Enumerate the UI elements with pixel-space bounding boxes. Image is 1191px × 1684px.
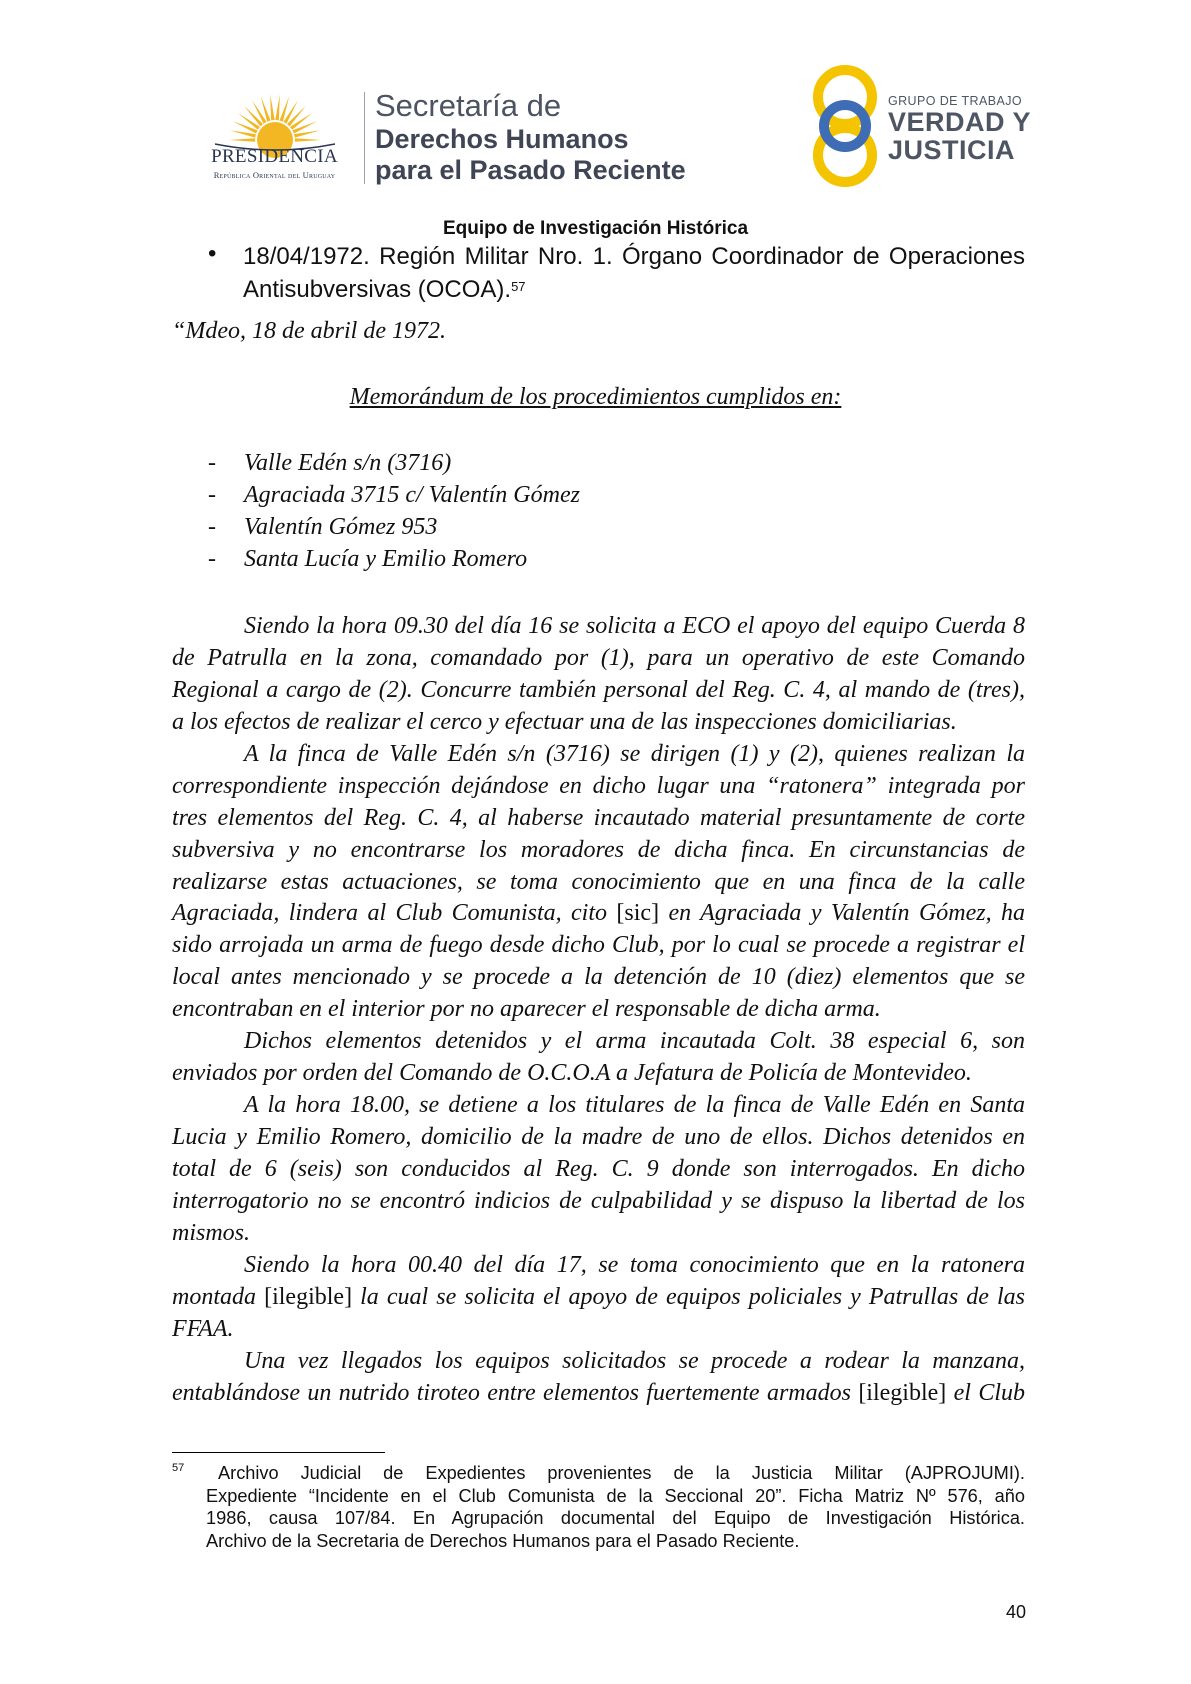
memo-date: “Mdeo, 18 de abril de 1972. — [172, 318, 446, 344]
text-line: a los efectos de realizar el cerco y efectuar una de las inspecciones domiciliarias. — [172, 708, 957, 735]
text-line: de Patrulla en la zona, comandado por (1), para un operativo de este Comando — [172, 644, 1025, 671]
footnote-number: 57 — [172, 1462, 185, 1474]
sun-ray — [283, 100, 298, 123]
list-dash: - — [208, 546, 216, 572]
footnote-separator — [172, 1452, 385, 1453]
footnote-line: Archivo Judicial de Expedientes provenientes de la Justicia Militar (AJPROJUMI). — [218, 1463, 1025, 1483]
entry-heading-line1: 18/04/1972. Región Militar Nro. 1. Órgano Coordinador de Operaciones — [243, 243, 1025, 270]
list-dash: - — [208, 482, 216, 508]
text-line: Siendo la hora 09.30 del día 16 se solicita a ECO el apoyo del equipo Cuerda 8 — [244, 613, 1025, 639]
header-divider — [364, 92, 365, 184]
footnote-text — [206, 1462, 1025, 1552]
text-line: tres elementos del Reg. C. 4, al haberse incautado material presuntamente de corte — [172, 804, 1025, 831]
secretaria-line2: Derechos Humanos — [375, 124, 629, 154]
team-title: Equipo de Investigación Histórica — [442, 218, 749, 239]
entry-heading-line2: Antisubversivas (OCOA). — [243, 276, 512, 303]
sun-ray — [229, 138, 255, 142]
sun-ray — [295, 138, 321, 142]
footnote-reference[interactable]: 57 — [511, 279, 526, 294]
text-line: enviados por orden del Comando de O.C.O.A a Jefatura de Policía de Montevideo. — [172, 1059, 972, 1086]
list-item: Valle Edén s/n (3716) — [244, 450, 452, 476]
paragraph-3 — [172, 1026, 1025, 1090]
secretaria-line1: Secretaría de — [375, 88, 562, 123]
text-line: A la finca de Valle Edén s/n (3716) se dirigen (1) y (2), quienes realizan la — [244, 741, 1025, 767]
sun-ray — [294, 130, 320, 137]
text-segment: Agraciada, lindera al Club Comunista, cito — [172, 900, 617, 927]
sic-note: [sic] — [616, 900, 660, 927]
list-item: Santa Lucía y Emilio Romero — [244, 546, 528, 572]
text-line — [172, 898, 1025, 930]
text-line: total de 6 (seis) son conducidos al Reg. C. 9 donde son interrogados. En dicho — [172, 1155, 1025, 1182]
text-line: Dichos elementos detenidos y el arma incautada Colt. 38 especial 6, son — [244, 1028, 1025, 1054]
text-segment: el Club — [946, 1379, 1025, 1406]
paragraph-2 — [172, 739, 1025, 1026]
verdad-justicia-wordmark — [888, 94, 1031, 164]
text-segment: en Agraciada y Valentín Gómez, ha — [659, 900, 1025, 927]
illegible-note: [ilegible] — [264, 1283, 353, 1310]
footnote-line: 1986, causa 107/84. En Agrupación documental del Equipo de Investigación Histórica. — [206, 1508, 1025, 1528]
paragraph-1 — [172, 611, 1025, 739]
text-line: Lucia y Emilio Romero, domicilio de la madre de uno de ellos. Dichos detenidos en — [172, 1123, 1025, 1150]
page-number: 40 — [1006, 1602, 1027, 1622]
list-dash: - — [208, 514, 216, 540]
list-item: Valentín Gómez 953 — [244, 514, 438, 540]
gtvj-line1: GRUPO DE TRABAJO — [888, 94, 1022, 108]
verdad-justicia-rings-logo — [810, 62, 880, 190]
memo-title: Memorándum de los procedimientos cumplidos en: — [349, 384, 842, 410]
sun-ray — [270, 94, 275, 120]
sun-ray — [275, 94, 280, 120]
presidencia-subtitle: República Oriental del Uruguay — [213, 170, 336, 180]
text-line: Una vez llegados los equipos solicitados se procede a rodear la manzana, — [244, 1348, 1025, 1374]
text-line: sido arrojada un arma de fuego desde dicho Club, por lo cual se procede a registrar el — [172, 932, 1025, 959]
sun-ray — [230, 130, 256, 137]
gtvj-line3: JUSTICIA — [888, 135, 1016, 165]
list-dash: - — [208, 450, 216, 476]
text-segment: entablándose un nutrido tiroteo entre elementos fuertemente armados — [172, 1379, 859, 1406]
text-line: realizarse estas actuaciones, se toma conocimiento que en una finca de la calle — [172, 868, 1025, 895]
secretaria-line3: para el Pasado Reciente — [375, 155, 686, 185]
text-line — [172, 1282, 1025, 1314]
text-line: A la hora 18.00, se detiene a los titulares de la finca de Valle Edén en Santa — [244, 1092, 1025, 1118]
list-item: Agraciada 3715 c/ Valentín Gómez — [244, 482, 580, 508]
text-line: Regional a cargo de (2). Concurre también personal del Reg. C. 4, al mando de (tres), — [172, 676, 1025, 703]
footnote-line: Archivo de la Secretaria de Derechos Humanos para el Pasado Reciente. — [206, 1530, 800, 1551]
gtvj-line2: VERDAD Y — [888, 107, 1032, 137]
text-line: correspondiente inspección dejándose en dicho lugar una “ratonera” integrada por — [172, 772, 1025, 799]
document-entry-heading — [243, 240, 1025, 306]
text-line: mismos. — [172, 1219, 251, 1246]
text-segment: la cual se solicita el apoyo de equipos policiales y Patrullas de las — [352, 1283, 1026, 1310]
secretaria-wordmark — [375, 88, 686, 186]
text-segment: montada — [172, 1283, 265, 1310]
illegible-note: [ilegible] — [858, 1379, 947, 1406]
text-line: Siendo la hora 00.40 del día 17, se toma conocimiento que en la ratonera — [244, 1252, 1025, 1278]
text-line: FFAA. — [172, 1315, 234, 1342]
presidencia-name: PRESIDENCIA — [211, 146, 338, 167]
paragraph-6 — [172, 1346, 1025, 1410]
paragraph-4 — [172, 1090, 1025, 1249]
bullet-marker: • — [208, 240, 217, 267]
presidencia-wordmark — [192, 146, 357, 180]
text-line: encontraban en el interior por no aparecer el responsable de dicha arma. — [172, 996, 881, 1023]
paragraph-5 — [172, 1250, 1025, 1346]
footnote-line: Expediente “Incidente en el Club Comunista de la Seccional 20”. Ficha Matriz Nº 576, año — [206, 1485, 1025, 1506]
text-line — [172, 1378, 1025, 1410]
text-line: interrogatorio no se encontró indicios de culpabilidad y se dispuso la libertad de los — [172, 1187, 1025, 1214]
text-line: local antes mencionado y se procede a la detención de 10 (diez) elementos que se — [172, 964, 1025, 991]
text-line: subversiva y no encontrarse los moradores de dicha finca. En circunstancias de — [172, 836, 1025, 863]
sun-ray — [252, 100, 267, 123]
